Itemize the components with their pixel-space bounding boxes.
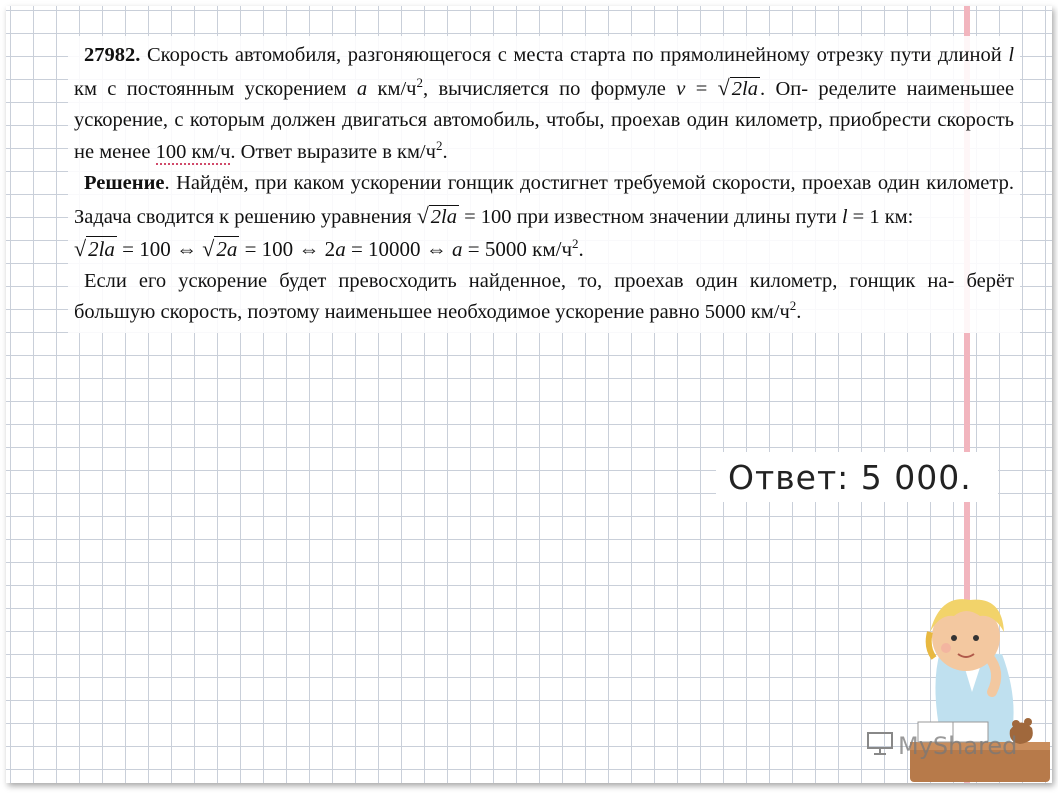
conclusion-paragraph: [74, 266, 1014, 329]
formula-fragment: = 100 ⇔ 2: [244, 237, 336, 261]
var-l: l: [1008, 44, 1015, 66]
acceleration-value: 5000 км/ч: [704, 301, 790, 323]
radical-sign: √: [416, 202, 429, 228]
equals-sign: =: [695, 77, 708, 100]
conclusion-line-2: берёт большую скорость, поэтому наименьшее необходимое ускорение равно: [74, 269, 1015, 323]
problem-text-fragment: км с постоянным ускорением: [74, 77, 347, 100]
period: .: [796, 301, 802, 323]
problem-line-3: ределите наименьшее ускорение, с которым должен двигаться автомобиль, чтобы, проехав: [74, 77, 1015, 131]
unit-kmh: км/ч: [377, 77, 417, 100]
sqrt-2la: [74, 237, 117, 261]
var-a: a: [452, 237, 463, 261]
radicand: 2a: [216, 237, 238, 261]
var-v: v: [676, 77, 686, 100]
conclusion-line-1: Если его ускорение будет превосходить найденное, то, проехав один километр, гонщик на-: [84, 269, 955, 292]
formula-fragment: = 5000 км/ч: [467, 237, 573, 261]
solution-text-fragment: . Найдём, при каком ускорении гонщик достигнет требуемой скорости, проехав: [164, 172, 872, 194]
solution-text-fragment: = 1 км:: [852, 205, 914, 228]
superscript-2: 2: [572, 236, 579, 251]
problem-number: 27982.: [84, 44, 141, 66]
equation-rhs: = 100: [464, 205, 512, 228]
problem-text-fragment: пути длиной: [890, 44, 1002, 66]
solution-paragraph: [74, 168, 1014, 233]
problem-text-fragment: один километр, приобрести скорость не менее: [74, 109, 1015, 163]
solution-label: Решение: [84, 172, 165, 194]
answer-box: [716, 452, 998, 502]
period: .: [578, 237, 584, 261]
watermark-text: MyShared: [898, 732, 1018, 760]
radical-sign: √: [74, 236, 87, 261]
radical-sign: √: [717, 74, 730, 100]
radicand: 2la: [731, 77, 758, 100]
answer-text: Ответ: 5 000.: [728, 457, 972, 497]
problem-line-1: Скорость автомобиля, разгоняющегося с места старта по прямолинейному отрезку: [147, 44, 884, 66]
superscript-2: 2: [789, 298, 797, 314]
problem-text-fragment: . Ответ выразите в км/ч: [230, 140, 436, 163]
superscript-2: 2: [416, 74, 423, 90]
radicand: 2la: [88, 237, 115, 261]
var-a: a: [356, 77, 368, 100]
solution-formula: [74, 233, 1014, 266]
solution-text-fragment: один километр. Задача сводится к решению уравнения: [74, 172, 1014, 228]
radical-sign: √: [202, 236, 215, 261]
problem-statement: [74, 40, 1014, 168]
formula-fragment: = 10000 ⇔: [350, 237, 447, 261]
solution-text-fragment: при известном значении: [516, 205, 729, 228]
radicand: 2la: [430, 205, 457, 228]
sqrt-2la: [717, 74, 760, 100]
period: .: [442, 140, 448, 163]
formula-fragment: = 100 ⇔: [122, 237, 198, 261]
var-a: a: [335, 237, 346, 261]
speed-value: 100 км/ч: [155, 140, 231, 163]
presentation-icon: [866, 730, 894, 762]
problem-text-fragment: , вычисляется по формуле: [422, 77, 666, 100]
sqrt-2a: [202, 237, 239, 261]
solution-text-fragment: длины пути: [734, 205, 837, 228]
superscript-2: 2: [435, 137, 443, 153]
problem-text: [68, 36, 1020, 333]
watermark: [866, 728, 1017, 764]
sqrt-2la: [416, 202, 459, 228]
var-l: l: [841, 205, 848, 228]
problem-text-fragment: . Оп-: [759, 77, 809, 100]
